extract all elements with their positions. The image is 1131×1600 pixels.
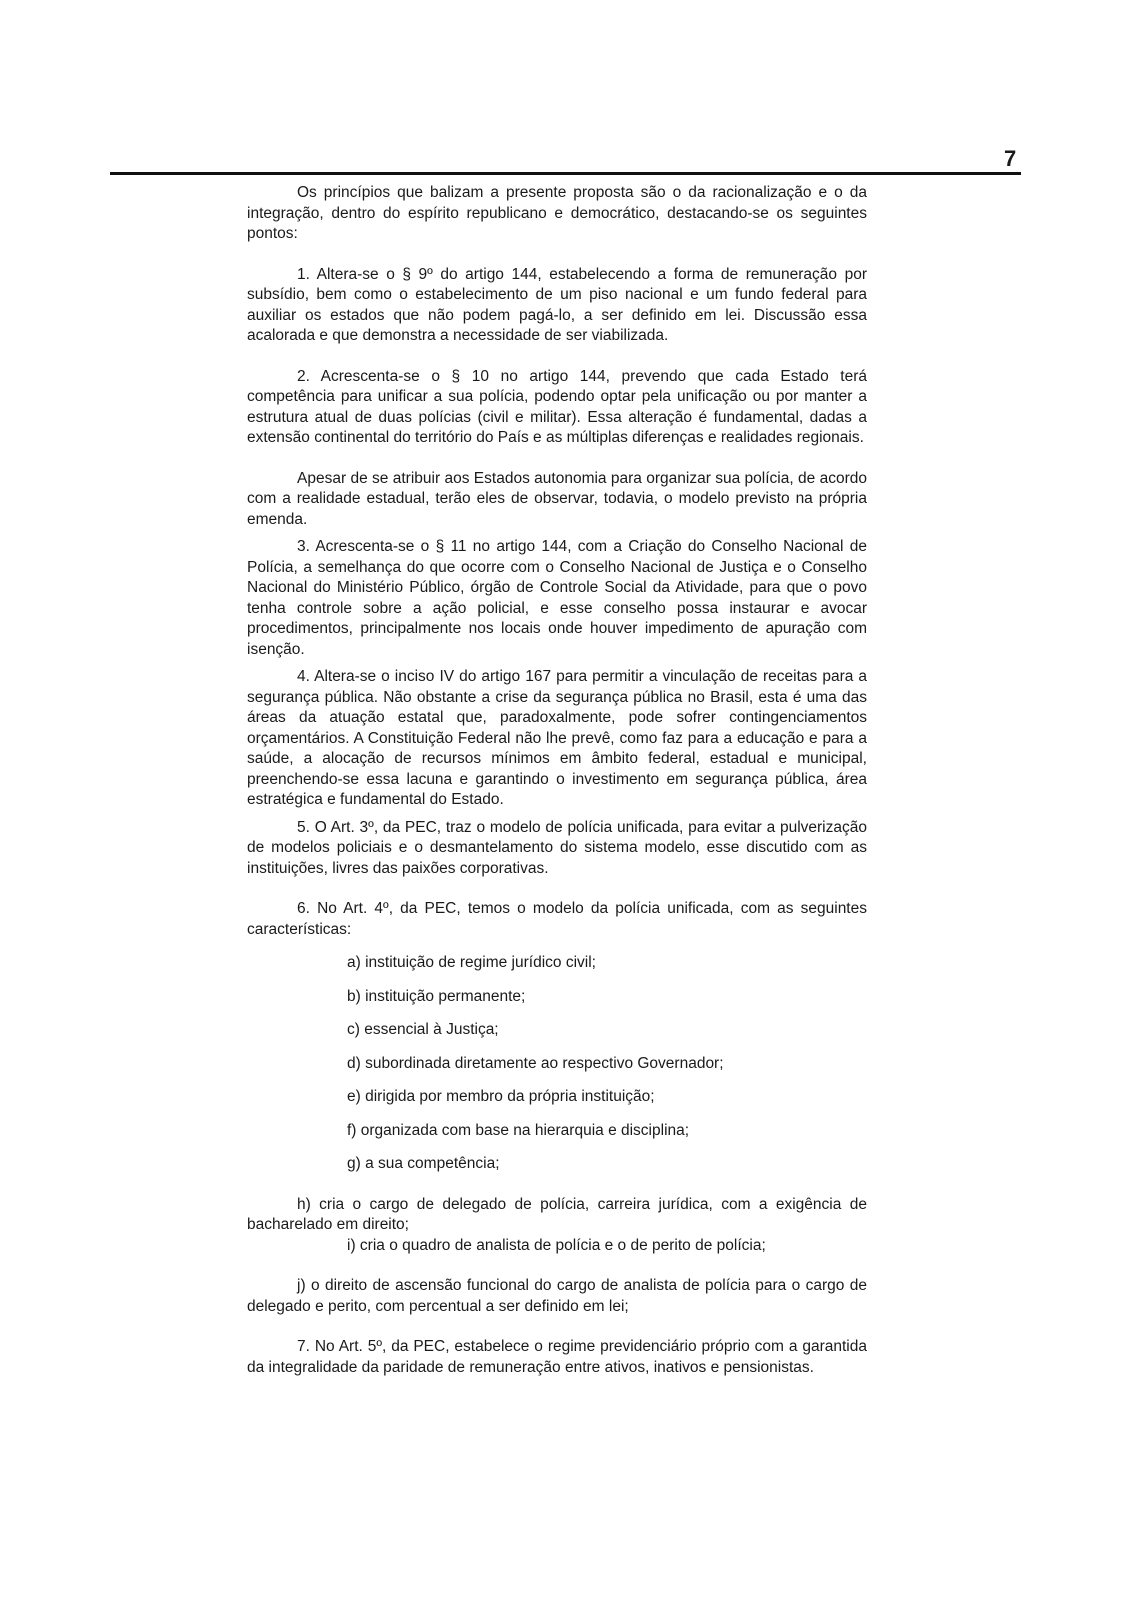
- point-1-paragraph: 1. Altera-se o § 9º do artigo 144, estabelecendo a forma de remuneração por subsídio, bem como o estabelecimento de um piso nacional e um fundo federal para auxiliar os estados que não podem pagá-lo, a ser definido em lei. Discussão essa acalorada e que demonstra a necessidade de ser viabilizada.: [247, 265, 867, 344]
- intro-paragraph: Os princípios que balizam a presente proposta são o da racionalização e o da integração, dentro do espírito republicano e democrático, destacando-se os seguintes pontos:: [247, 184, 867, 242]
- point-6-paragraph: 6. No Art. 4º, da PEC, temos o modelo da polícia unificada, com as seguintes características:: [247, 900, 867, 938]
- point-3-paragraph: 3. Acrescenta-se o § 11 no artigo 144, com a Criação do Conselho Nacional de Polícia, a semelhança do que ocorre com o Conselho Nacional de Justiça e o Conselho Nacional do Ministério Público, órgão de Controle Social da Atividade, para que o povo tenha controle sobre a ação policial, e esse conselho possa instaurar e avocar procedimentos, principalmente nos locais onde houver impedimento de apuração com isenção.: [247, 538, 867, 658]
- point-7-paragraph: 7. No Art. 5º, da PEC, estabelece o regime previdenciário próprio com a garantida da integralidade da paridade de remuneração entre ativos, inativos e pensionistas.: [247, 1338, 867, 1376]
- point-4-paragraph: 4. Altera-se o inciso IV do artigo 167 para permitir a vinculação de receitas para a segurança pública. Não obstante a crise da segurança pública no Brasil, esta é uma das áreas da atuação estatal que, paradoxalmente, pode sofrer contingenciamentos orçamentários. A Constituição Federal não lhe prevê, como faz para a educação e para a saúde, a alocação de recursos mínimos em âmbito federal, estadual e municipal, preenchendo-se essa lacuna e garantindo o investimento em segurança pública, área estratégica e fundamental do Estado.: [247, 668, 867, 808]
- header-rule: [110, 172, 1021, 175]
- characteristic-item: b) instituição permanente;: [347, 987, 526, 1005]
- point-5-paragraph: 5. O Art. 3º, da PEC, traz o modelo de polícia unificada, para evitar a pulverização de modelos policiais e o desmantelamento do sistema modelo, esse discutido com as instituições, livres das paixões corporativas.: [247, 818, 867, 877]
- page-number: 7: [1004, 146, 1017, 171]
- characteristic-item: j) o direito de ascensão funcional do cargo de analista de polícia para o cargo de delegado e perito, com percentual a ser definido em lei;: [247, 1277, 867, 1315]
- characteristic-item: d) subordinada diretamente ao respectivo Governador;: [347, 1054, 724, 1072]
- document-body: [247, 183, 867, 1378]
- point-2-paragraph: 2. Acrescenta-se o § 10 no artigo 144, prevendo que cada Estado terá competência para unificar a sua polícia, podendo optar pela unificação ou por manter a estrutura atual de duas polícias (civil e militar). Essa alteração é fundamental, dadas a extensão continental do território do País e as múltiplas diferenças e realidades regionais.: [247, 367, 867, 446]
- characteristic-item: h) cria o cargo de delegado de polícia, carreira jurídica, com a exigência de bacharelado em direito;: [247, 1195, 867, 1233]
- characteristic-item: i) cria o quadro de analista de polícia e o de perito de polícia;: [347, 1236, 766, 1254]
- characteristic-item: a) instituição de regime jurídico civil;: [347, 954, 596, 971]
- characteristic-item: c) essencial à Justiça;: [347, 1021, 499, 1038]
- characteristic-item: e) dirigida por membro da própria instituição;: [347, 1088, 655, 1105]
- characteristic-item: f) organizada com base na hierarquia e disciplina;: [347, 1121, 690, 1139]
- characteristic-item: g) a sua competência;: [347, 1155, 500, 1172]
- point-2-note-paragraph: Apesar de se atribuir aos Estados autonomia para organizar sua polícia, de acordo com a realidade estadual, terão eles de observar, todavia, o modelo previsto na própria emenda.: [247, 469, 867, 528]
